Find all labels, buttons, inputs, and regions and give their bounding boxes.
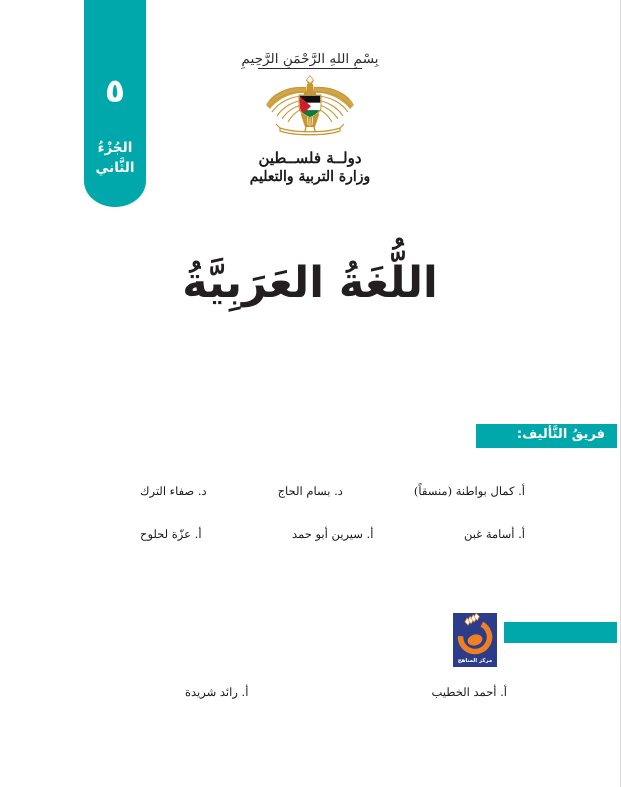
curriculum-center-logo (453, 613, 497, 667)
volume-label (84, 139, 146, 178)
authoring-team-label: فريقُ التَّأليف: (516, 427, 605, 442)
author-name: أ. سيرين أبو حمد (292, 527, 374, 541)
author-name: د. بسام الحاج (277, 484, 343, 498)
ministry-header (228, 52, 392, 185)
author-row (140, 527, 525, 541)
volume-tab (84, 0, 146, 207)
volume-label-line-2: الثَّاني (95, 159, 135, 176)
author-name: أ. أحمد الخطيب (431, 685, 507, 699)
curriculum-band (504, 622, 617, 643)
ministry-name: وزارة التربية والتعليم (249, 168, 371, 185)
author-row (140, 484, 525, 498)
author-row (185, 685, 507, 699)
author-name: أ. كمال بواطنة (منسقاً) (413, 484, 525, 498)
basmala-underline (258, 68, 362, 69)
volume-label-line-1: الجُزْءُ (97, 140, 133, 156)
page-title: اللُّغَةُ العَرَبِيَّةُ (182, 258, 438, 308)
basmala-text: بِسْمِ اللهِ الرَّحْمَنِ الرَّحِيمِ (241, 52, 379, 67)
state-name: دولــة فلســطين (258, 149, 362, 167)
palestine-eagle-emblem-icon (228, 73, 392, 147)
volume-number: ٥ (104, 71, 126, 110)
author-name: أ. عزّة لحلوح (140, 527, 202, 541)
author-name: د. صفاء الترك (140, 484, 207, 498)
author-name: أ. أسامة غبن (463, 527, 525, 541)
author-name: أ. رائد شريدة (185, 685, 249, 699)
authoring-team-band (476, 424, 617, 448)
curriculum-center-logo-text: مركز المناهج (457, 658, 493, 664)
